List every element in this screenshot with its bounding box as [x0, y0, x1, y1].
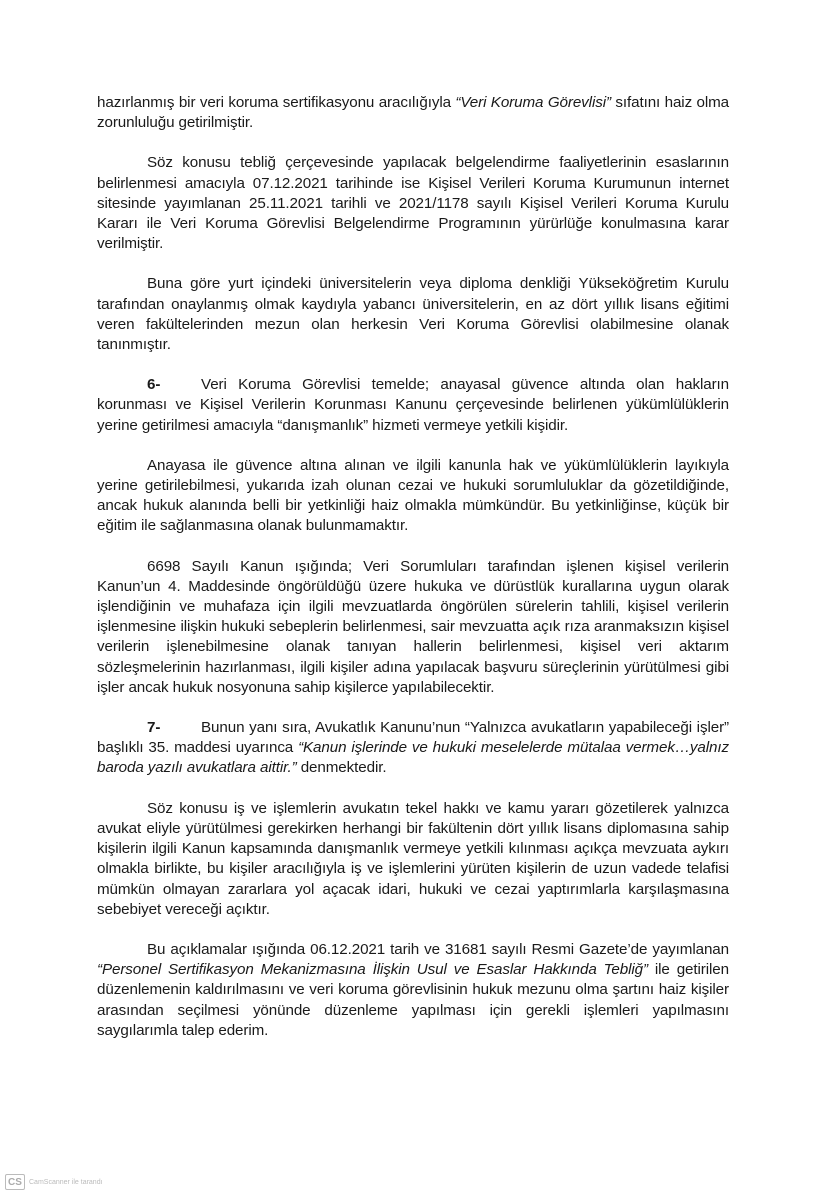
italic-quote: “Personel Sertifikasyon Mekanizmasına İlişkin Usul ve Esaslar Hakkında Tebliğ” — [97, 961, 648, 979]
watermark-text: CamScanner ile tarandı — [29, 1178, 103, 1186]
paragraph-2: Buna göre yurt içindeki üniversitelerin veya diploma denkliği Yükseköğretim Kurulu tarafından onaylanmış olmak kaydıyla yabancı üniversitelerin, en az dört yıllık lisans eğitimi veren fakültelerinden mezun olan herkesin Veri Koruma Görevlisi olabilmesine olanak tanınmıştır. — [97, 275, 729, 354]
camscanner-watermark — [5, 1174, 103, 1190]
text-span: ile getirilen düzenlemenin kaldırılmasını ve veri koruma görevlisinin hukuk mezunu olma şartını haiz kişiler arasından seçilmesi yönünde düzenleme yapılması için gerekli işlemleri yapılmasını saygılarımla talep ederim. — [97, 961, 729, 1039]
text-span: sıfatını haiz olma zorunluluğu getirilmiştir. — [97, 94, 730, 132]
italic-quote: “Veri Koruma Görevlisi” — [455, 94, 611, 111]
camscanner-logo-icon: CS — [5, 1174, 25, 1190]
paragraph-4: Anayasa ile güvence altına alınan ve ilgili kanunla hak ve yükümlülüklerin layıkıyla yerine getirilebilmesi, yukarıda izah olunan cezai ve hukuki sorumluluklar da gözetildiğinde, ancak hukuk alanında belli bir yetkinliği haiz olmakla mümkündür. Bu yetkinliğinse, küçük bir eğitim ile sağlanmasına olanak bulunmamaktır. — [97, 456, 729, 535]
item-number: 7- — [147, 719, 161, 737]
paragraph-5: 6698 Sayılı Kanun ışığında; Veri Sorumluları tarafından işlenen kişisel verilerin Kanun’un 4. Maddesinde öngörüldüğü üzere hukuka ve dürüstlük kurallarına uygun olarak işlendiğinin ve muhafaza için ilgili mevzuatlarda öngörülen sürelerin tahlili, kişisel verilerin işlenmesine ilişkin hukuki sebeplerin belirlenmesi, sair mevzuatta açık rıza aranmaksızın kişisel verilerin işlenebilmesine olanak tanıyan hallerin belirlenmesi, kişisel veri aktarım sözleşmelerinin hazırlanması, ilgili kişiler adına yapılacak başvuru süreçlerinin yürütülmesi gibi işler ancak hukuk nosyonuna sahip kişilerce yapılabilecektir. — [97, 557, 729, 696]
paragraph-8: Söz konusu iş ve işlemlerin avukatın tekel hakkı ve kamu yararı gözetilerek yalnızca avukat eliyle yürütülmesi gerekirken herhangi bir fakültenin dört yıllık lisans diplomasına sahip kişilerin ilgili Kanun kapsamında danışmanlık vermeye yetkili kılınması açıkça mevzuata aykırı olmakla birlikte, bu kişiler aracılığıyla iş ve işlemlerini yürüten kişilerin de uzun vadede telafisi mümkün olmayan zararlara yol açacak idari, hukuki ve cezai yaptırımlarla karşılaşmasına sebebiyet vereceği açıktır. — [97, 799, 729, 918]
italic-quote: “Kanun işlerinde ve hukuki meselelerde mütalaa vermek…yalnız baroda yazılı avukatlara aittir.” — [97, 739, 729, 777]
item-number: 6- — [147, 376, 161, 394]
text-span: Bunun yanı sıra, Avukatlık Kanunu’nun “Yalnızca avukatların yapabileceği işler” başlıklı 35. maddesi uyarınca — [97, 719, 729, 757]
paragraph-1: Söz konusu tebliğ çerçevesinde yapılacak belgelendirme faaliyetlerinin esaslarının belirlenmesi amacıyla 07.12.2021 tarihinde ise Kişisel Verileri Koruma Kurumunun internet sitesinde yayımlanan 25.11.2021 tarihli ve 2021/1178 sayılı Kişisel Verileri Koruma Kurulu Kararı ile Veri Koruma Görevlisi Belgelendirme Programının yürürlüğe konulmasına karar verilmiştir. — [97, 154, 729, 253]
text-span: Bu açıklamalar ışığında 06.12.2021 tarih ve 31681 sayılı Resmi Gazete’de yayımlanan — [147, 940, 729, 958]
text-span: hazırlanmış bir veri koruma sertifikasyonu aracılığıyla — [97, 94, 456, 111]
paragraph-0 — [97, 93, 729, 133]
paragraph-6 — [97, 375, 729, 436]
text-span: Veri Koruma Görevlisi temelde; anayasal güvence altında olan hakların korunması ve Kişisel Verilerin Korunması Kanunu çerçevesinde belirlenen yükümlülüklerin yerine getirilmesi amacıyla “danışmanlık” hizmeti vermeye yetkili kişidir. — [97, 376, 729, 434]
document-page — [97, 93, 729, 1061]
paragraph-7 — [97, 718, 729, 779]
text-span: denmektedir. — [296, 759, 387, 777]
paragraph-9 — [97, 940, 729, 1041]
